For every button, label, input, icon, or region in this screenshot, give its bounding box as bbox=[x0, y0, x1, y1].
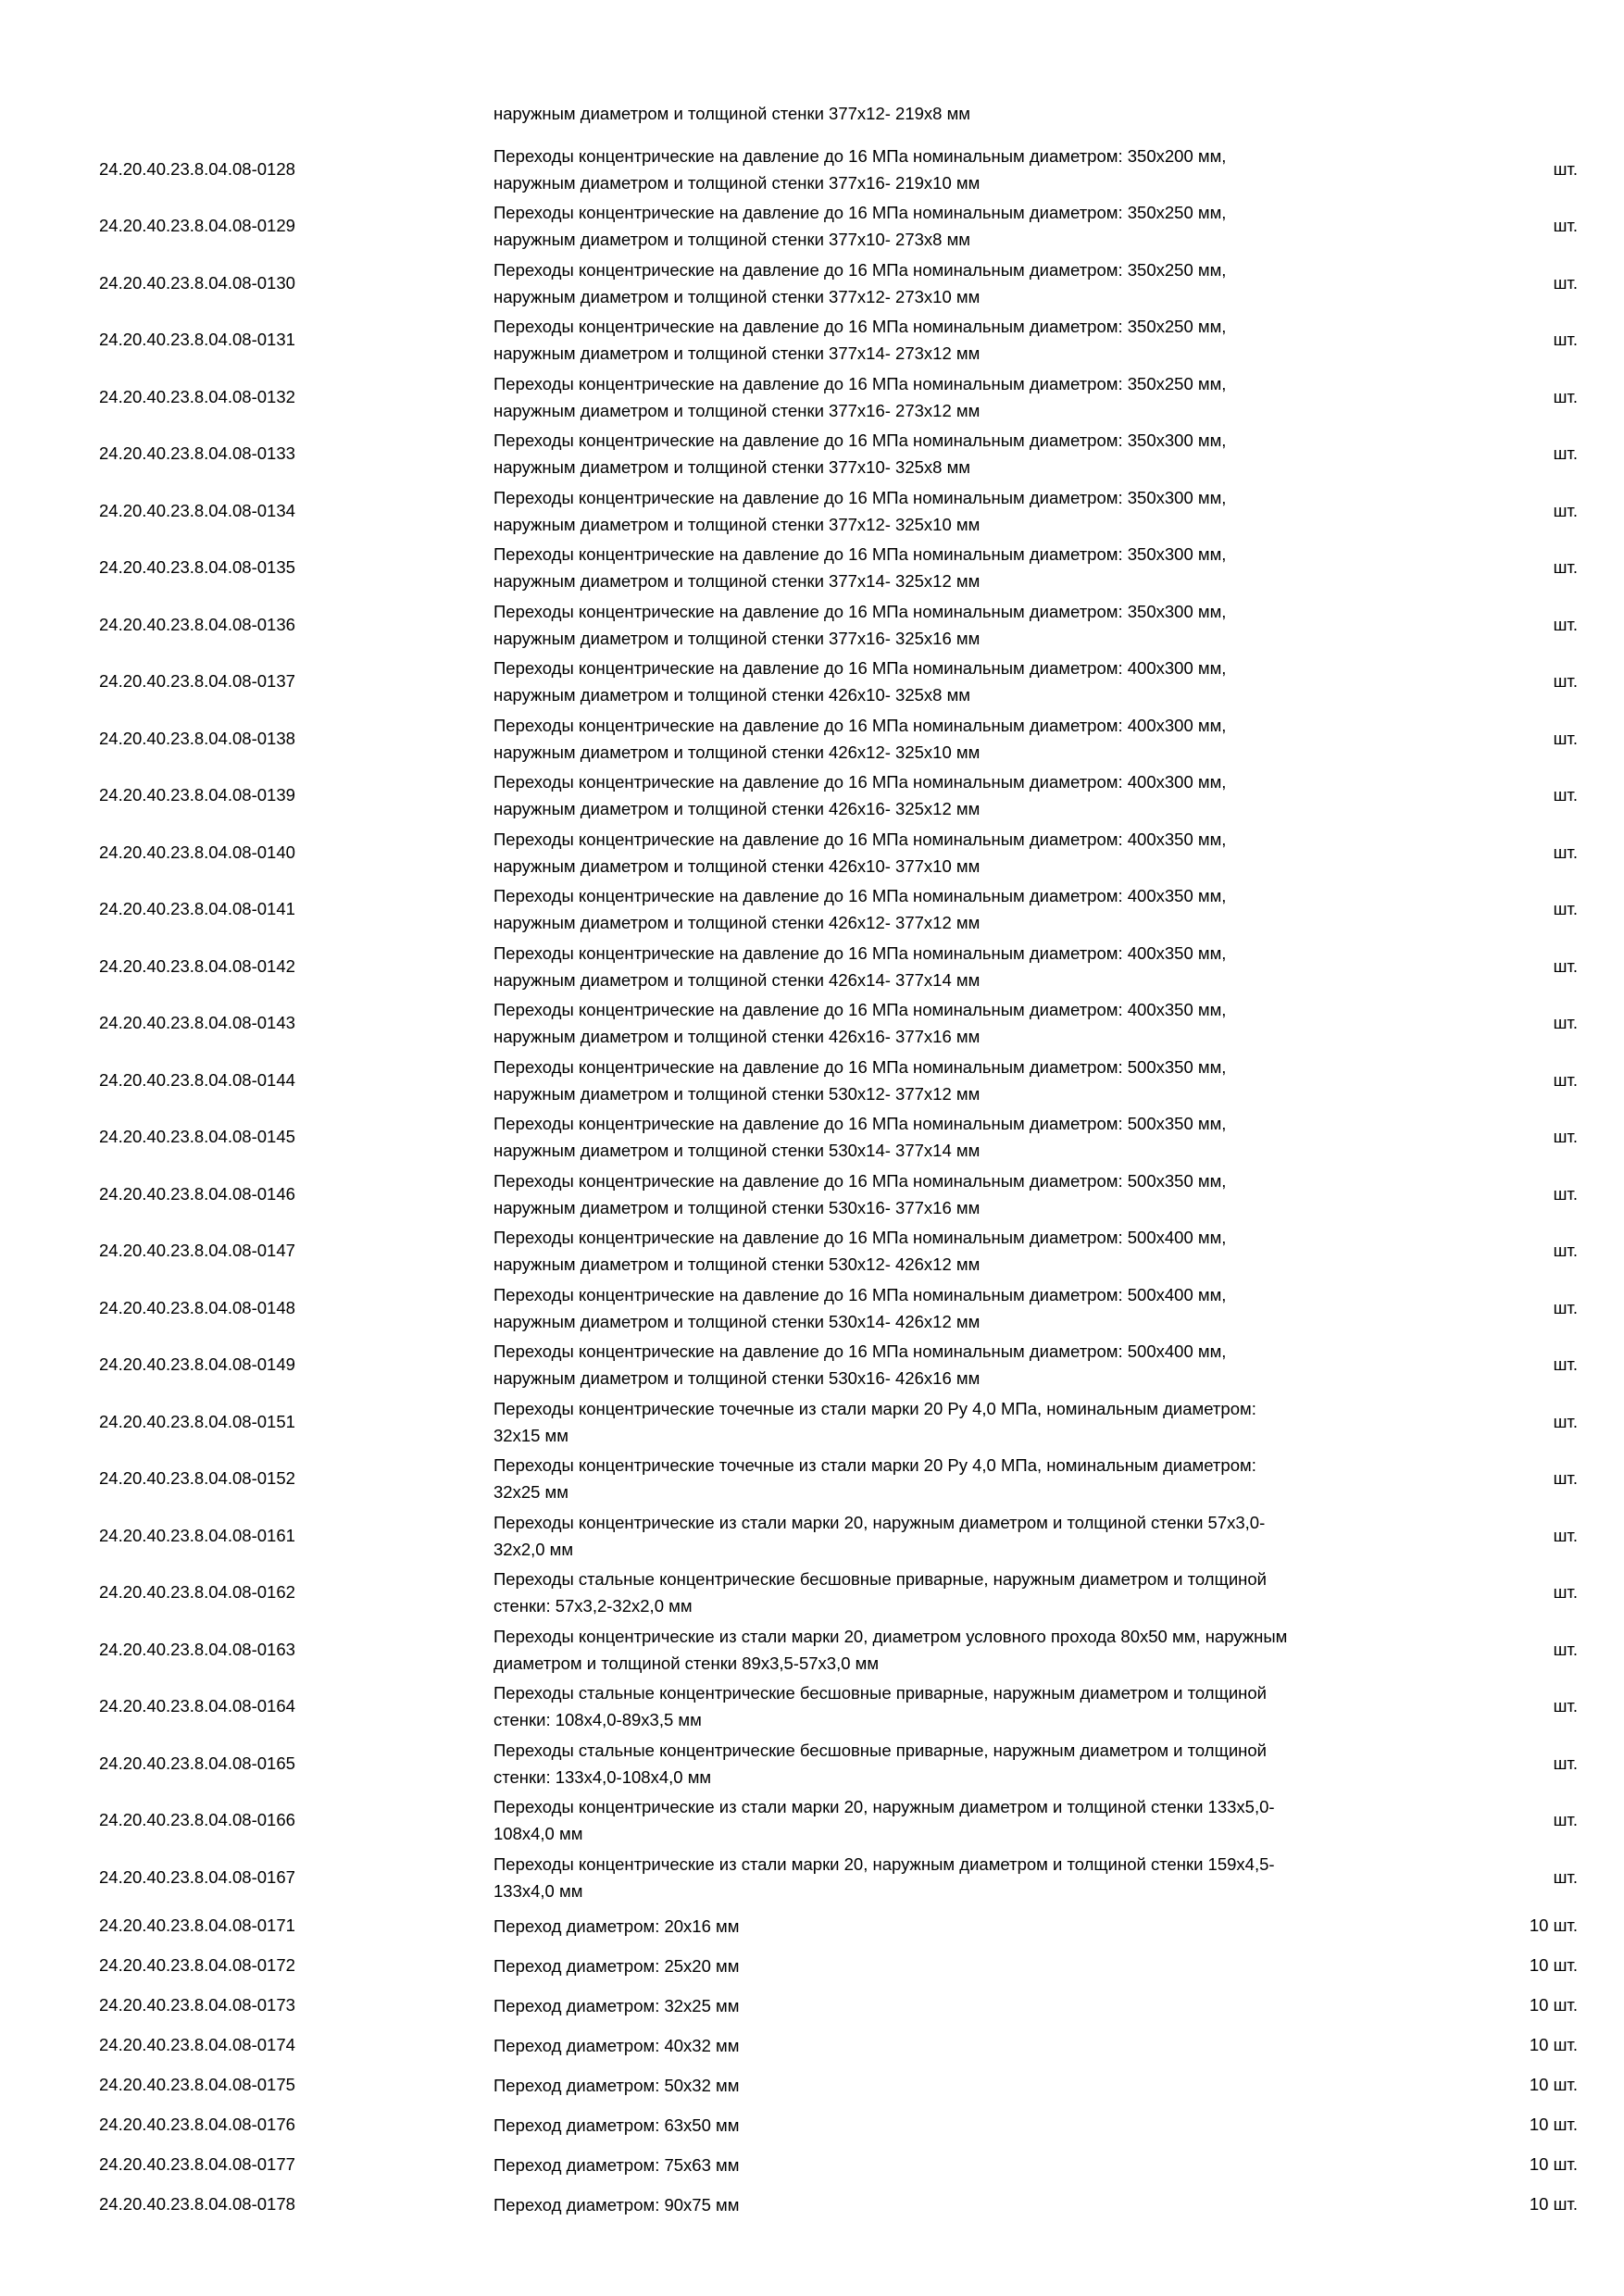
row-unit: шт. bbox=[1553, 1183, 1578, 1204]
row-unit: шт. bbox=[1553, 216, 1578, 236]
row-description-line-1: Переходы концентрические из стали марки 20, наружным диаметром и толщиной стенки 57х3,0- bbox=[493, 1512, 1266, 1532]
row-unit: шт. bbox=[1553, 728, 1578, 748]
row-description-line-1: Переходы концентрические на давление до 16 МПа номинальным диаметром: 350х250 мм, bbox=[493, 373, 1227, 393]
table-row bbox=[0, 2105, 1624, 2145]
table-row bbox=[0, 482, 1624, 540]
table-row bbox=[0, 540, 1624, 597]
row-description-line-1: Переходы концентрические на давление до 16 МПа номинальным диаметром: 500х400 мм, bbox=[493, 1341, 1227, 1362]
row-description bbox=[493, 1054, 1456, 1107]
row-description-line-1: Переходы концентрические на давление до 16 МПа номинальным диаметром: 500х350 мм, bbox=[493, 1056, 1227, 1077]
table-row bbox=[0, 368, 1624, 426]
row-unit: шт. bbox=[1553, 614, 1578, 634]
row-description: Переход диаметром: 25х20 мм bbox=[493, 1955, 740, 1976]
row-description-line-1: Переходы концентрические на давление до 16 МПа номинальным диаметром: 400х300 мм, bbox=[493, 772, 1227, 792]
row-code: 24.20.40.23.8.04.08-0146 bbox=[99, 1183, 295, 1204]
table-row bbox=[0, 1451, 1624, 1508]
row-code: 24.20.40.23.8.04.08-0162 bbox=[99, 1582, 295, 1603]
row-description-line-1: Переходы концентрические на давление до 16 МПа номинальным диаметром: 400х350 мм, bbox=[493, 886, 1227, 906]
row-description-line-2: наружным диаметром и толщиной стенки 377х14- 325х12 мм bbox=[493, 571, 981, 592]
row-code: 24.20.40.23.8.04.08-0178 bbox=[99, 2194, 295, 2214]
row-description bbox=[493, 1566, 1456, 1619]
row-unit: шт. bbox=[1553, 1810, 1578, 1830]
row-description-line-2: наружным диаметром и толщиной стенки 426х12- 325х10 мм bbox=[493, 742, 981, 762]
row-description: Переход диаметром: 90х75 мм bbox=[493, 2194, 740, 2215]
row-description bbox=[493, 1679, 1456, 1733]
row-description-line-2: наружным диаметром и толщиной стенки 377х16- 273х12 мм bbox=[493, 400, 981, 420]
row-description-line-2: наружным диаметром и толщиной стенки 426х16- 377х16 мм bbox=[493, 1027, 981, 1047]
table-row bbox=[0, 1678, 1624, 1736]
row-description-line-2: наружным диаметром и толщиной стенки 377х16- 219х10 мм bbox=[493, 172, 981, 193]
row-code: 24.20.40.23.8.04.08-0138 bbox=[99, 728, 295, 748]
row-description-line-1: Переходы концентрические на давление до 16 МПа номинальным диаметром: 400х300 мм, bbox=[493, 715, 1227, 735]
row-description bbox=[493, 996, 1456, 1050]
row-unit: шт. bbox=[1553, 1696, 1578, 1716]
price-table bbox=[0, 141, 1624, 2225]
row-code: 24.20.40.23.8.04.08-0129 bbox=[99, 216, 295, 236]
row-description-line-1: Переходы концентрические на давление до 16 МПа номинальным диаметром: 350х300 мм, bbox=[493, 601, 1227, 621]
table-row bbox=[0, 255, 1624, 312]
row-description bbox=[493, 655, 1456, 708]
row-code: 24.20.40.23.8.04.08-0149 bbox=[99, 1354, 295, 1375]
row-description bbox=[493, 598, 1456, 652]
row-code: 24.20.40.23.8.04.08-0175 bbox=[99, 2075, 295, 2094]
table-row bbox=[0, 995, 1624, 1053]
row-description: Переход диаметром: 20х16 мм bbox=[493, 1915, 740, 1936]
row-description-line-2: наружным диаметром и толщиной стенки 377х14- 273х12 мм bbox=[493, 343, 981, 364]
row-unit: 10 шт. bbox=[1529, 1915, 1578, 1935]
row-description-line-1: Переходы стальные концентрические бесшовные приварные, наружным диаметром и толщиной bbox=[493, 1740, 1267, 1760]
row-unit: шт. bbox=[1553, 500, 1578, 520]
row-code: 24.20.40.23.8.04.08-0128 bbox=[99, 158, 295, 179]
row-unit: шт. bbox=[1553, 1582, 1578, 1603]
table-row bbox=[0, 1337, 1624, 1394]
table-row bbox=[0, 2065, 1624, 2105]
row-unit: 10 шт. bbox=[1529, 2194, 1578, 2214]
row-description-line-2: наружным диаметром и толщиной стенки 530х12- 377х12 мм bbox=[493, 1083, 981, 1104]
row-description-line-2: наружным диаметром и толщиной стенки 530х16- 377х16 мм bbox=[493, 1197, 981, 1217]
row-code: 24.20.40.23.8.04.08-0134 bbox=[99, 500, 295, 520]
table-row bbox=[0, 1393, 1624, 1451]
row-description-line-1: Переходы концентрические на давление до 16 МПа номинальным диаметром: 350х200 мм, bbox=[493, 145, 1227, 166]
row-description bbox=[493, 940, 1456, 993]
row-description bbox=[493, 1623, 1456, 1677]
table-row bbox=[0, 881, 1624, 939]
row-description bbox=[493, 427, 1456, 480]
row-code: 24.20.40.23.8.04.08-0167 bbox=[99, 1866, 295, 1887]
row-description-line-2: наружным диаметром и толщиной стенки 377х16- 325х16 мм bbox=[493, 628, 981, 648]
row-description-line-1: Переходы концентрические на давление до 16 МПа номинальным диаметром: 400х350 мм, bbox=[493, 829, 1227, 849]
row-description-line-2: 32х15 мм bbox=[493, 1425, 568, 1445]
row-unit: шт. bbox=[1553, 557, 1578, 578]
row-description-line-1: Переходы концентрические на давление до 16 МПа номинальным диаметром: 500х400 мм, bbox=[493, 1284, 1227, 1304]
row-description-line-2: 32х2,0 мм bbox=[493, 1539, 574, 1559]
row-unit: шт. bbox=[1553, 1069, 1578, 1090]
row-description-line-1: Переходы концентрические на давление до 16 МПа номинальным диаметром: 400х350 мм, bbox=[493, 1000, 1227, 1020]
row-description bbox=[493, 370, 1456, 424]
row-unit: шт. bbox=[1553, 842, 1578, 862]
table-row bbox=[0, 198, 1624, 256]
row-description bbox=[493, 882, 1456, 936]
row-description-line-1: Переходы концентрические на давление до 16 МПа номинальным диаметром: 500х350 мм, bbox=[493, 1114, 1227, 1134]
row-description-line-2: наружным диаметром и толщиной стенки 377х12- 273х10 мм bbox=[493, 286, 981, 306]
row-description-line-2: наружным диаметром и толщиной стенки 530х14- 377х14 мм bbox=[493, 1141, 981, 1161]
row-description bbox=[493, 1737, 1456, 1791]
row-code: 24.20.40.23.8.04.08-0132 bbox=[99, 386, 295, 406]
row-description-line-1: Переходы концентрические на давление до 16 МПа номинальным диаметром: 400х300 мм, bbox=[493, 658, 1227, 679]
table-row bbox=[0, 824, 1624, 881]
table-row bbox=[0, 1792, 1624, 1850]
row-description bbox=[493, 1793, 1456, 1847]
row-code: 24.20.40.23.8.04.08-0133 bbox=[99, 443, 295, 464]
row-code: 24.20.40.23.8.04.08-0176 bbox=[99, 2115, 295, 2134]
row-unit: шт. bbox=[1553, 1297, 1578, 1317]
table-row bbox=[0, 1906, 1624, 1946]
row-code: 24.20.40.23.8.04.08-0172 bbox=[99, 1955, 295, 1975]
row-code: 24.20.40.23.8.04.08-0135 bbox=[99, 557, 295, 578]
table-row bbox=[0, 1986, 1624, 2026]
row-description-line-2: наружным диаметром и толщиной стенки 426х10- 377х10 мм bbox=[493, 855, 981, 876]
row-description-line-1: Переходы концентрические на давление до 16 МПа номинальным диаметром: 500х350 мм, bbox=[493, 1170, 1227, 1191]
row-description-line-2: наружным диаметром и толщиной стенки 377х10- 273х8 мм bbox=[493, 230, 971, 250]
row-code: 24.20.40.23.8.04.08-0148 bbox=[99, 1297, 295, 1317]
row-description bbox=[493, 1395, 1456, 1449]
row-description-line-1: Переходы концентрические на давление до 16 МПа номинальным диаметром: 350х300 мм, bbox=[493, 487, 1227, 507]
row-description-line-1: Переходы концентрические на давление до 16 МПа номинальным диаметром: 350х250 мм, bbox=[493, 317, 1227, 337]
table-row bbox=[0, 2185, 1624, 2225]
row-code: 24.20.40.23.8.04.08-0142 bbox=[99, 955, 295, 976]
row-description-line-1: Переходы концентрические из стали марки 20, наружным диаметром и толщиной стенки 133х5,0- bbox=[493, 1797, 1275, 1817]
row-unit: шт. bbox=[1553, 1411, 1578, 1431]
row-description bbox=[493, 712, 1456, 766]
row-description-line-2: наружным диаметром и толщиной стенки 377х12- 325х10 мм bbox=[493, 514, 981, 534]
row-code: 24.20.40.23.8.04.08-0137 bbox=[99, 671, 295, 692]
row-description-line-2: стенки: 133х4,0-108х4,0 мм bbox=[493, 1766, 712, 1787]
row-description bbox=[493, 1509, 1456, 1563]
table-row bbox=[0, 1223, 1624, 1280]
row-unit: шт. bbox=[1553, 443, 1578, 464]
table-row bbox=[0, 2145, 1624, 2185]
row-description-line-1: Переходы концентрические на давление до 16 МПа номинальным диаметром: 400х350 мм, bbox=[493, 942, 1227, 963]
row-description bbox=[493, 1281, 1456, 1335]
row-code: 24.20.40.23.8.04.08-0144 bbox=[99, 1069, 295, 1090]
row-description-line-1: Переходы концентрические на давление до 16 МПа номинальным диаметром: 350х300 мм, bbox=[493, 430, 1227, 451]
table-row bbox=[0, 1735, 1624, 1792]
table-row bbox=[0, 1849, 1624, 1906]
row-description bbox=[493, 199, 1456, 253]
row-description-line-1: Переходы концентрические точечные из стали марки 20 Ру 4,0 МПа, номинальным диаметром: bbox=[493, 1455, 1256, 1476]
row-unit: шт. bbox=[1553, 1525, 1578, 1545]
row-description bbox=[493, 143, 1456, 196]
row-description: Переход диаметром: 32х25 мм bbox=[493, 1995, 740, 2015]
row-unit: 10 шт. bbox=[1529, 2115, 1578, 2134]
row-description-line-1: Переходы концентрические на давление до 16 МПа номинальным диаметром: 350х250 мм, bbox=[493, 259, 1227, 280]
table-row bbox=[0, 596, 1624, 654]
row-unit: шт. bbox=[1553, 785, 1578, 805]
row-description-line-2: наружным диаметром и толщиной стенки 530х16- 426х16 мм bbox=[493, 1368, 981, 1389]
table-row bbox=[0, 141, 1624, 198]
row-code: 24.20.40.23.8.04.08-0140 bbox=[99, 842, 295, 862]
row-description-line-2: 133х4,0 мм bbox=[493, 1880, 583, 1901]
row-unit: шт. bbox=[1553, 1354, 1578, 1375]
row-unit: 10 шт. bbox=[1529, 2035, 1578, 2054]
table-row bbox=[0, 767, 1624, 825]
row-description bbox=[493, 541, 1456, 594]
row-description-line-2: стенки: 108х4,0-89х3,5 мм bbox=[493, 1710, 702, 1730]
table-row bbox=[0, 1052, 1624, 1109]
row-unit: шт. bbox=[1553, 158, 1578, 179]
row-unit: шт. bbox=[1553, 330, 1578, 350]
row-unit: шт. bbox=[1553, 272, 1578, 293]
table-row bbox=[0, 710, 1624, 767]
row-description-line-1: Переходы стальные концентрические бесшовные приварные, наружным диаметром и толщиной bbox=[493, 1683, 1267, 1703]
row-unit: 10 шт. bbox=[1529, 1955, 1578, 1975]
row-description bbox=[493, 1110, 1456, 1164]
row-unit: шт. bbox=[1553, 1013, 1578, 1033]
row-description: Переход диаметром: 50х32 мм bbox=[493, 2075, 740, 2095]
row-description-line-1: Переходы концентрические на давление до 16 МПа номинальным диаметром: 350х250 мм, bbox=[493, 203, 1227, 223]
row-description bbox=[493, 1338, 1456, 1391]
table-row bbox=[0, 1279, 1624, 1337]
row-code: 24.20.40.23.8.04.08-0161 bbox=[99, 1525, 295, 1545]
row-description-line-1: Переходы концентрические точечные из стали марки 20 Ру 4,0 МПа, номинальным диаметром: bbox=[493, 1398, 1256, 1418]
row-unit: шт. bbox=[1553, 1127, 1578, 1147]
table-row bbox=[0, 312, 1624, 369]
row-description bbox=[493, 484, 1456, 538]
row-code: 24.20.40.23.8.04.08-0173 bbox=[99, 1995, 295, 2015]
row-unit: шт. bbox=[1553, 386, 1578, 406]
row-description: Переход диаметром: 63х50 мм bbox=[493, 2115, 740, 2135]
row-code: 24.20.40.23.8.04.08-0166 bbox=[99, 1810, 295, 1830]
row-description bbox=[493, 826, 1456, 880]
row-code: 24.20.40.23.8.04.08-0177 bbox=[99, 2154, 295, 2174]
row-unit: шт. bbox=[1553, 1866, 1578, 1887]
row-code: 24.20.40.23.8.04.08-0171 bbox=[99, 1915, 295, 1935]
row-code: 24.20.40.23.8.04.08-0136 bbox=[99, 614, 295, 634]
row-description bbox=[493, 1224, 1456, 1278]
row-code: 24.20.40.23.8.04.08-0141 bbox=[99, 899, 295, 919]
row-code: 24.20.40.23.8.04.08-0131 bbox=[99, 330, 295, 350]
row-code: 24.20.40.23.8.04.08-0130 bbox=[99, 272, 295, 293]
row-code: 24.20.40.23.8.04.08-0164 bbox=[99, 1696, 295, 1716]
row-description-line-2: наружным диаметром и толщиной стенки 426х14- 377х14 мм bbox=[493, 969, 981, 990]
row-description-line-1: Переходы концентрические на давление до 16 МПа номинальным диаметром: 500х400 мм, bbox=[493, 1228, 1227, 1248]
row-description-line-2: диаметром и толщиной стенки 89х3,5-57х3,0 мм bbox=[493, 1653, 880, 1673]
row-description: Переход диаметром: 75х63 мм bbox=[493, 2154, 740, 2175]
row-description-line-2: стенки: 57х3,2-32х2,0 мм bbox=[493, 1596, 693, 1616]
row-description-line-2: 32х25 мм bbox=[493, 1482, 568, 1503]
row-description-line-2: наружным диаметром и толщиной стенки 377х10- 325х8 мм bbox=[493, 457, 971, 478]
table-row bbox=[0, 426, 1624, 483]
row-unit: шт. bbox=[1553, 1468, 1578, 1489]
row-description-line-2: 108х4,0 мм bbox=[493, 1824, 583, 1844]
row-description-line-1: Переходы концентрические из стали марки 20, наружным диаметром и толщиной стенки 159х4,5- bbox=[493, 1853, 1275, 1874]
row-description bbox=[493, 256, 1456, 310]
row-unit: шт. bbox=[1553, 1639, 1578, 1659]
row-unit: шт. bbox=[1553, 1753, 1578, 1773]
row-code: 24.20.40.23.8.04.08-0145 bbox=[99, 1127, 295, 1147]
row-description bbox=[493, 1851, 1456, 1904]
table-row bbox=[0, 1109, 1624, 1167]
row-code: 24.20.40.23.8.04.08-0165 bbox=[99, 1753, 295, 1773]
table-row bbox=[0, 1621, 1624, 1678]
row-description-line-1: Переходы концентрические на давление до 16 МПа номинальным диаметром: 350х300 мм, bbox=[493, 544, 1227, 565]
row-description bbox=[493, 313, 1456, 367]
row-description bbox=[493, 768, 1456, 822]
row-code: 24.20.40.23.8.04.08-0151 bbox=[99, 1411, 295, 1431]
row-unit: 10 шт. bbox=[1529, 2154, 1578, 2174]
row-unit: шт. bbox=[1553, 899, 1578, 919]
row-code: 24.20.40.23.8.04.08-0152 bbox=[99, 1468, 295, 1489]
row-code: 24.20.40.23.8.04.08-0139 bbox=[99, 785, 295, 805]
row-unit: 10 шт. bbox=[1529, 2075, 1578, 2094]
row-unit: шт. bbox=[1553, 955, 1578, 976]
table-row bbox=[0, 938, 1624, 995]
row-description-line-1: Переходы стальные концентрические бесшовные приварные, наружным диаметром и толщиной bbox=[493, 1569, 1267, 1590]
table-row bbox=[0, 1507, 1624, 1565]
row-description bbox=[493, 1452, 1456, 1505]
table-row bbox=[0, 1565, 1624, 1622]
row-description-line-2: наружным диаметром и толщиной стенки 426х12- 377х12 мм bbox=[493, 913, 981, 933]
row-unit: 10 шт. bbox=[1529, 1995, 1578, 2015]
row-description-line-2: наружным диаметром и толщиной стенки 530х12- 426х12 мм bbox=[493, 1254, 981, 1275]
row-description: Переход диаметром: 40х32 мм bbox=[493, 2035, 740, 2055]
table-row bbox=[0, 1946, 1624, 1986]
table-row bbox=[0, 654, 1624, 711]
row-unit: шт. bbox=[1553, 1241, 1578, 1261]
table-row bbox=[0, 2026, 1624, 2065]
row-code: 24.20.40.23.8.04.08-0174 bbox=[99, 2035, 295, 2054]
continuation-line: наружным диаметром и толщиной стенки 377х12- 219х8 мм bbox=[493, 104, 971, 123]
row-description-line-2: наружным диаметром и толщиной стенки 426х16- 325х12 мм bbox=[493, 799, 981, 819]
row-code: 24.20.40.23.8.04.08-0147 bbox=[99, 1241, 295, 1261]
row-description-line-2: наружным диаметром и толщиной стенки 530х14- 426х12 мм bbox=[493, 1311, 981, 1331]
row-code: 24.20.40.23.8.04.08-0163 bbox=[99, 1639, 295, 1659]
row-code: 24.20.40.23.8.04.08-0143 bbox=[99, 1013, 295, 1033]
table-row bbox=[0, 1166, 1624, 1223]
row-description bbox=[493, 1167, 1456, 1221]
row-unit: шт. bbox=[1553, 671, 1578, 692]
row-description-line-2: наружным диаметром и толщиной стенки 426х10- 325х8 мм bbox=[493, 685, 971, 705]
row-description-line-1: Переходы концентрические из стали марки 20, диаметром условного прохода 80х50 мм, наружным bbox=[493, 1626, 1288, 1646]
